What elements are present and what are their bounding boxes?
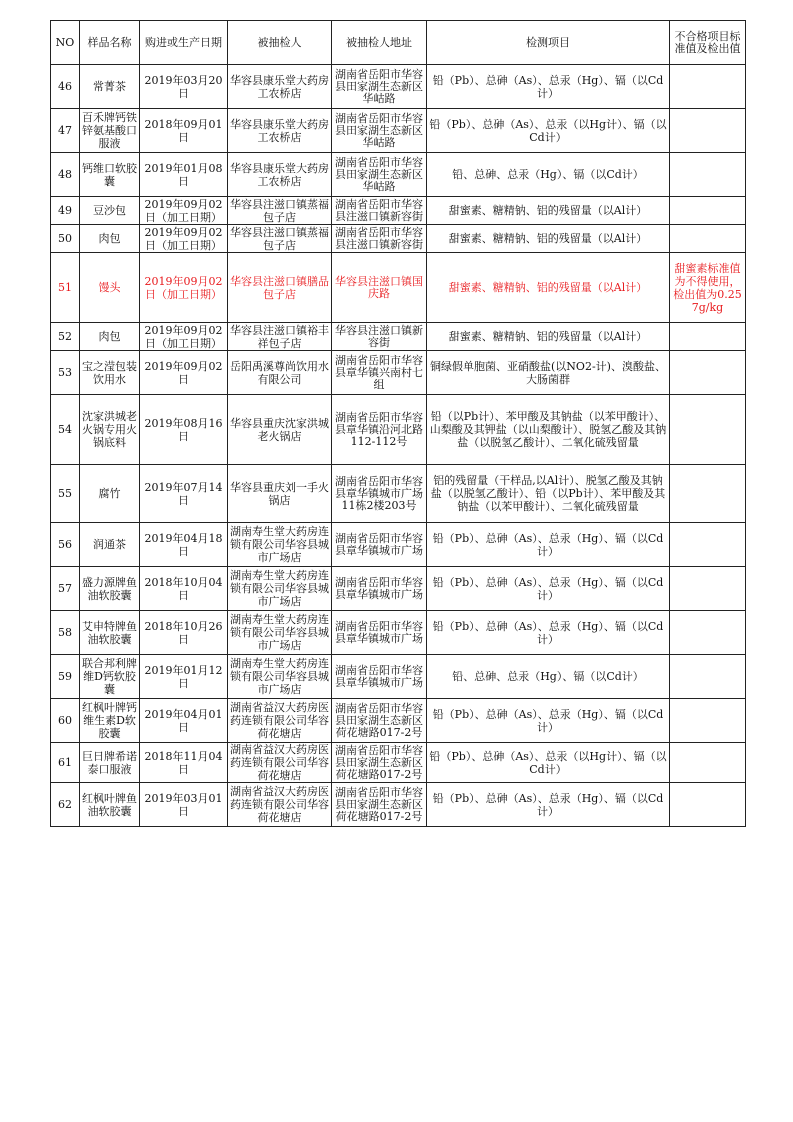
inspection-table xyxy=(50,20,746,827)
cell-address: 湖南省岳阳市华容县田家湖生态新区华岵路 xyxy=(332,109,427,153)
cell-address: 湖南省岳阳市华容县田家湖生态新区华岵路 xyxy=(332,65,427,109)
cell-date: 2019年03月01日 xyxy=(140,783,228,827)
cell-address: 湖南省岳阳市华容县田家湖生态新区荷花塘路017-2号 xyxy=(332,743,427,783)
header-sample-name: 样品名称 xyxy=(80,21,140,65)
cell-test-items: 铝的残留量（干样品,以Al计）、脱氢乙酸及其钠盐（以脱氢乙酸计）、铅（以Pb计）、苯甲酸及其钠盐（以苯甲酸计）、二氧化硫残留量 xyxy=(427,465,670,523)
cell-sample-name: 红枫叶牌钙维生素D软胶囊 xyxy=(80,699,140,743)
table-row xyxy=(51,197,746,225)
cell-sample-name: 常菁茶 xyxy=(80,65,140,109)
cell-limit-and-result xyxy=(670,109,746,153)
cell-sample-name: 钙维口软胶囊 xyxy=(80,153,140,197)
cell-date: 2019年09月02日（加工日期） xyxy=(140,323,228,351)
table-row xyxy=(51,323,746,351)
cell-address: 湖南省岳阳市华容县田家湖生态新区荷花塘路017-2号 xyxy=(332,783,427,827)
header-test-items: 检测项目 xyxy=(427,21,670,65)
cell-address: 湖南省岳阳市华容县章华镇城市广场 xyxy=(332,611,427,655)
cell-test-items: 甜蜜素、糖精钠、铝的残留量（以Al计） xyxy=(427,225,670,253)
cell-no: 57 xyxy=(51,567,80,611)
cell-limit-and-result xyxy=(670,611,746,655)
cell-seller: 华容县康乐堂大药房工农桥店 xyxy=(228,153,332,197)
cell-date: 2019年03月20日 xyxy=(140,65,228,109)
cell-date: 2019年08月16日 xyxy=(140,395,228,465)
cell-no: 53 xyxy=(51,351,80,395)
table-row xyxy=(51,743,746,783)
cell-seller: 湖南寿生堂大药房连锁有限公司华容县城市广场店 xyxy=(228,655,332,699)
cell-limit-and-result xyxy=(670,395,746,465)
cell-date: 2019年09月02日（加工日期） xyxy=(140,225,228,253)
cell-no: 46 xyxy=(51,65,80,109)
cell-seller: 湖南省益汉大药房医药连锁有限公司华容荷花塘店 xyxy=(228,699,332,743)
cell-sample-name: 巨日牌希诺泰口服液 xyxy=(80,743,140,783)
table-row xyxy=(51,465,746,523)
cell-seller: 湖南省益汉大药房医药连锁有限公司华容荷花塘店 xyxy=(228,783,332,827)
cell-no: 47 xyxy=(51,109,80,153)
cell-sample-name: 馒头 xyxy=(80,253,140,323)
cell-test-items: 铅、总砷、总汞（Hg）、镉（以Cd计） xyxy=(427,655,670,699)
table-row xyxy=(51,611,746,655)
cell-limit-and-result xyxy=(670,323,746,351)
cell-date: 2019年09月02日（加工日期） xyxy=(140,197,228,225)
cell-no: 55 xyxy=(51,465,80,523)
cell-date: 2018年10月26日 xyxy=(140,611,228,655)
cell-date: 2019年01月12日 xyxy=(140,655,228,699)
cell-no: 60 xyxy=(51,699,80,743)
cell-test-items: 铅（Pb）、总砷（As）、总汞（Hg）、镉（以Cd计） xyxy=(427,611,670,655)
cell-no: 51 xyxy=(51,253,80,323)
cell-limit-and-result xyxy=(670,65,746,109)
header-address: 被抽检人地址 xyxy=(332,21,427,65)
table-row xyxy=(51,567,746,611)
table-row xyxy=(51,523,746,567)
cell-no: 54 xyxy=(51,395,80,465)
cell-seller: 湖南寿生堂大药房连锁有限公司华容县城市广场店 xyxy=(228,523,332,567)
cell-sample-name: 沈家洪城老火锅专用火锅底料 xyxy=(80,395,140,465)
table-row xyxy=(51,351,746,395)
table-row xyxy=(51,655,746,699)
header-no: NO xyxy=(51,21,80,65)
cell-limit-and-result xyxy=(670,351,746,395)
cell-no: 61 xyxy=(51,743,80,783)
cell-no: 49 xyxy=(51,197,80,225)
cell-sample-name: 肉包 xyxy=(80,225,140,253)
cell-address: 湖南省岳阳市华容县注滋口镇新容街 xyxy=(332,197,427,225)
cell-test-items: 铅（Pb）、总砷（As）、总汞（以Hg计）、镉（以Cd计） xyxy=(427,743,670,783)
cell-test-items: 铅（Pb）、总砷（As）、总汞（Hg）、镉（以Cd计） xyxy=(427,783,670,827)
cell-test-items: 甜蜜素、糖精钠、铝的残留量（以Al计） xyxy=(427,323,670,351)
cell-date: 2018年11月04日 xyxy=(140,743,228,783)
header-limit-and-result: 不合格项目标准值及检出值 xyxy=(670,21,746,65)
cell-limit-and-result xyxy=(670,743,746,783)
cell-date: 2019年04月01日 xyxy=(140,699,228,743)
cell-seller: 岳阳禹溪尊尚饮用水有限公司 xyxy=(228,351,332,395)
cell-test-items: 铅、总砷、总汞（Hg）、镉（以Cd计） xyxy=(427,153,670,197)
table-row xyxy=(51,109,746,153)
cell-sample-name: 联合邦利牌维D钙软胶囊 xyxy=(80,655,140,699)
cell-test-items: 铅（Pb）、总砷（As）、总汞（Hg）、镉（以Cd计） xyxy=(427,65,670,109)
cell-test-items: 甜蜜素、糖精钠、铝的残留量（以Al计） xyxy=(427,197,670,225)
cell-no: 59 xyxy=(51,655,80,699)
cell-limit-and-result xyxy=(670,523,746,567)
cell-seller: 华容县康乐堂大药房工农桥店 xyxy=(228,109,332,153)
cell-seller: 华容县重庆刘一手火锅店 xyxy=(228,465,332,523)
cell-sample-name: 润通茶 xyxy=(80,523,140,567)
cell-address: 湖南省岳阳市华容县章华镇城市广场11栋2楼203号 xyxy=(332,465,427,523)
cell-no: 58 xyxy=(51,611,80,655)
cell-address: 湖南省岳阳市华容县田家湖生态新区华岵路 xyxy=(332,153,427,197)
cell-seller: 华容县康乐堂大药房工农桥店 xyxy=(228,65,332,109)
cell-date: 2019年04月18日 xyxy=(140,523,228,567)
cell-limit-and-result xyxy=(670,225,746,253)
cell-test-items: 铅（Pb）、总砷（As）、总汞（Hg）、镉（以Cd计） xyxy=(427,523,670,567)
cell-test-items: 铅（以Pb计）、苯甲酸及其钠盐（以苯甲酸计）、山梨酸及其钾盐（以山梨酸计）、脱氢乙酸及其钠盐（以脱氢乙酸计）、二氧化硫残留量 xyxy=(427,395,670,465)
header-date: 购进或生产日期 xyxy=(140,21,228,65)
cell-date: 2018年09月01日 xyxy=(140,109,228,153)
cell-address: 湖南省岳阳市华容县田家湖生态新区荷花塘路017-2号 xyxy=(332,699,427,743)
table-row xyxy=(51,153,746,197)
cell-seller: 华容县重庆沈家洪城老火锅店 xyxy=(228,395,332,465)
table-row xyxy=(51,783,746,827)
cell-test-items: 铅（Pb）、总砷（As）、总汞（Hg）、镉（以Cd计） xyxy=(427,699,670,743)
table-row xyxy=(51,253,746,323)
cell-sample-name: 豆沙包 xyxy=(80,197,140,225)
cell-address: 湖南省岳阳市华容县章华镇城市广场 xyxy=(332,567,427,611)
cell-limit-and-result xyxy=(670,197,746,225)
cell-limit-and-result xyxy=(670,783,746,827)
cell-seller: 湖南寿生堂大药房连锁有限公司华容县城市广场店 xyxy=(228,611,332,655)
header-seller: 被抽检人 xyxy=(228,21,332,65)
cell-test-items: 铜绿假单胞菌、亚硝酸盐(以NO2-计)、溴酸盐、大肠菌群 xyxy=(427,351,670,395)
cell-date: 2019年07月14日 xyxy=(140,465,228,523)
cell-no: 56 xyxy=(51,523,80,567)
cell-no: 48 xyxy=(51,153,80,197)
cell-sample-name: 百禾牌钙铁锌氨基酸口服液 xyxy=(80,109,140,153)
cell-limit-and-result xyxy=(670,567,746,611)
cell-address: 华容县注滋口镇新容街 xyxy=(332,323,427,351)
cell-sample-name: 肉包 xyxy=(80,323,140,351)
header-row xyxy=(51,21,746,65)
cell-sample-name: 艾申特牌鱼油软胶囊 xyxy=(80,611,140,655)
cell-address: 湖南省岳阳市华容县注滋口镇新容街 xyxy=(332,225,427,253)
cell-sample-name: 宝之滢包装饮用水 xyxy=(80,351,140,395)
cell-no: 52 xyxy=(51,323,80,351)
cell-sample-name: 红枫叶牌鱼油软胶囊 xyxy=(80,783,140,827)
cell-date: 2019年01月08日 xyxy=(140,153,228,197)
cell-date: 2019年09月02日（加工日期） xyxy=(140,253,228,323)
cell-address: 湖南省岳阳市华容县章华镇沿河北路112-112号 xyxy=(332,395,427,465)
table-row xyxy=(51,699,746,743)
cell-address: 华容县注滋口镇国庆路 xyxy=(332,253,427,323)
cell-sample-name: 腐竹 xyxy=(80,465,140,523)
cell-limit-and-result xyxy=(670,699,746,743)
cell-seller: 华容县注滋口镇膳品包子店 xyxy=(228,253,332,323)
cell-seller: 华容县注滋口镇蒸福包子店 xyxy=(228,197,332,225)
table-body xyxy=(51,65,746,827)
cell-test-items: 甜蜜素、糖精钠、铝的残留量（以Al计） xyxy=(427,253,670,323)
table-row xyxy=(51,65,746,109)
cell-limit-and-result: 甜蜜素标准值为不得使用，检出值为0.257g/kg xyxy=(670,253,746,323)
table-row xyxy=(51,395,746,465)
cell-address: 湖南省岳阳市华容县章华镇兴南村七组 xyxy=(332,351,427,395)
cell-address: 湖南省岳阳市华容县章华镇城市广场 xyxy=(332,655,427,699)
cell-test-items: 铅（Pb）、总砷（As）、总汞（Hg）、镉（以Cd计） xyxy=(427,567,670,611)
cell-test-items: 铅（Pb）、总砷（As）、总汞（以Hg计）、镉（以Cd计） xyxy=(427,109,670,153)
cell-seller: 湖南省益汉大药房医药连锁有限公司华容荷花塘店 xyxy=(228,743,332,783)
cell-date: 2019年09月02日 xyxy=(140,351,228,395)
cell-seller: 华容县注滋口镇蒸福包子店 xyxy=(228,225,332,253)
cell-seller: 湖南寿生堂大药房连锁有限公司华容县城市广场店 xyxy=(228,567,332,611)
cell-sample-name: 盛力源牌鱼油软胶囊 xyxy=(80,567,140,611)
cell-limit-and-result xyxy=(670,655,746,699)
cell-seller: 华容县注滋口镇裕丰祥包子店 xyxy=(228,323,332,351)
table-row xyxy=(51,225,746,253)
cell-no: 50 xyxy=(51,225,80,253)
cell-address: 湖南省岳阳市华容县章华镇城市广场 xyxy=(332,523,427,567)
cell-limit-and-result xyxy=(670,153,746,197)
cell-date: 2018年10月04日 xyxy=(140,567,228,611)
cell-no: 62 xyxy=(51,783,80,827)
cell-limit-and-result xyxy=(670,465,746,523)
